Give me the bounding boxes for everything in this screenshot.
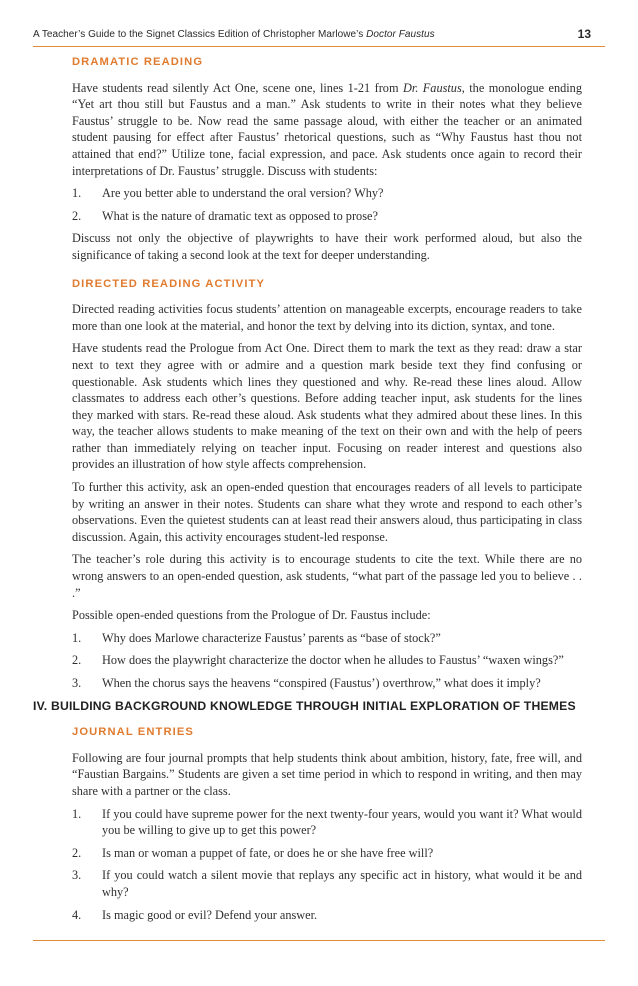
list-number: 1. xyxy=(72,186,82,201)
list-text: Why does Marlowe characterize Faustus’ parents as “base of stock?” xyxy=(102,630,441,645)
list-text: How does the playwright characterize the doctor when he alludes to Faustus’ “waxen wings?” xyxy=(102,653,564,668)
journal-entries-intro: Following are four journal prompts that help students think about ambition, history, fate, free will, and “Faustian Bargains.” Students are given a set time period in which to respond in writing, and then may share with a partner or the class. xyxy=(72,750,582,798)
list-item xyxy=(72,630,582,647)
page-header xyxy=(33,22,605,44)
list-text: Is magic good or evil? Defend your answer. xyxy=(102,907,318,922)
page-number: 13 xyxy=(577,27,591,41)
section-iv-heading: IV. BUILDING BACKGROUND KNOWLEDGE THROUGH INITIAL EXPLORATION OF THEMES xyxy=(33,698,576,713)
list-item xyxy=(72,845,582,862)
list-number: 2. xyxy=(72,845,82,860)
list-number: 4. xyxy=(72,907,82,922)
header-title-prefix: A Teacher’s Guide to the Signet Classics Edition of Christopher Marlowe’s xyxy=(33,29,367,40)
list-item xyxy=(72,185,582,202)
list-text: Is man or woman a puppet of fate, or does he or she have free will? xyxy=(102,845,434,860)
list-item xyxy=(72,675,582,692)
header-title-book: Doctor Faustus xyxy=(366,29,435,40)
directed-reading-prologue: Have students read the Prologue from Act One. Direct them to mark the text as they read: draw a star next to text they agree with or admire and a question mark beside text they find confusing or questionable. Ask students which lines they questioned and why. Re-read these lines aloud. Allow classmates to address each other’s questions. Before adding teacher input, ask students for the lines they marked with stars. Re-read these aloud. Ask students what they admired about these lines. In this way, the teacher allows students to make meaning of the text on their own and with the help of peers rather than immediately relying on teacher input. Focusing on reader interest and questions also provides an illustration of how style affects comprehension. xyxy=(72,341,582,472)
list-text: If you could have supreme power for the next twenty-four years, would you want it? What would you be willing to give up to get this power? xyxy=(102,806,582,838)
header-rule xyxy=(33,46,605,47)
dramatic-reading-discussion: Discuss not only the objective of playwrights to have their work performed aloud, but also the significance of taking a second look at the text for deeper understanding. xyxy=(72,231,582,262)
page-content xyxy=(33,54,582,929)
footer-rule xyxy=(33,940,605,941)
text-run: Have students read silently Act One, scene one, lines 1-21 from xyxy=(72,80,403,95)
list-item xyxy=(72,806,582,839)
directed-reading-further: To further this activity, ask an open-ended question that encourages readers of all levels to participate by writing an answer in their notes. Students can share what they wrote and respond to each other’s observations. Even the quietest students can at least read their answers aloud, thus participating in class discussion. Again, this activity encourages student-led response. xyxy=(72,480,582,544)
list-text: If you could watch a silent movie that replays any specific act in history, what would it be and why? xyxy=(102,868,582,899)
list-number: 2. xyxy=(72,653,82,668)
list-number: 1. xyxy=(72,630,82,645)
list-number: 2. xyxy=(72,208,82,223)
directed-reading-questions-intro: Possible open-ended questions from the Prologue of Dr. Faustus include: xyxy=(72,608,431,623)
list-item xyxy=(72,907,582,924)
directed-reading-teacher-role: The teacher’s role during this activity is to encourage students to cite the text. While there are no wrong answers to an open-ended question, ask students, “what part of the passage led you to believe . . .” xyxy=(72,552,582,600)
list-number: 3. xyxy=(72,676,82,690)
list-text: What is the nature of dramatic text as opposed to prose? xyxy=(102,208,378,223)
list-number: 1. xyxy=(72,806,82,821)
list-item xyxy=(72,652,582,669)
list-text: Are you better able to understand the oral version? Why? xyxy=(102,186,384,201)
list-item xyxy=(72,208,582,225)
header-title xyxy=(33,29,435,40)
list-text: When the chorus says the heavens “conspired (Faustus’) overthrow,” what does it imply? xyxy=(102,676,541,690)
journal-entries-heading: JOURNAL ENTRIES xyxy=(72,726,194,739)
list-number: 3. xyxy=(72,868,82,883)
dramatic-reading-paragraph xyxy=(72,80,582,180)
text-run: , the monologue ending “Yet art thou still but Faustus and a man.” Ask students to write in their notes what they believe Faustus’ struggle to be. Now read the same passage aloud, with either the teacher or an animated student pausing for effect after Faustus’ rhetorical questions, such as “Why Faustus hast thou not attained that end?” Utilize tone, facial expression, and pace. Ask students once again to record their interpretations of Dr. Faustus’ struggle. Discuss with students: xyxy=(72,80,582,178)
list-item xyxy=(72,867,582,900)
book-title-italic: Dr. Faustus xyxy=(402,80,462,95)
dramatic-reading-heading: DRAMATIC READING xyxy=(72,56,204,68)
directed-reading-intro: Directed reading activities focus students’ attention on manageable excerpts, encourage readers to take more than one look at the material, and honor the text by delving into its diction, syntax, and tone. xyxy=(72,302,582,333)
directed-reading-heading: DIRECTED READING ACTIVITY xyxy=(72,277,266,290)
